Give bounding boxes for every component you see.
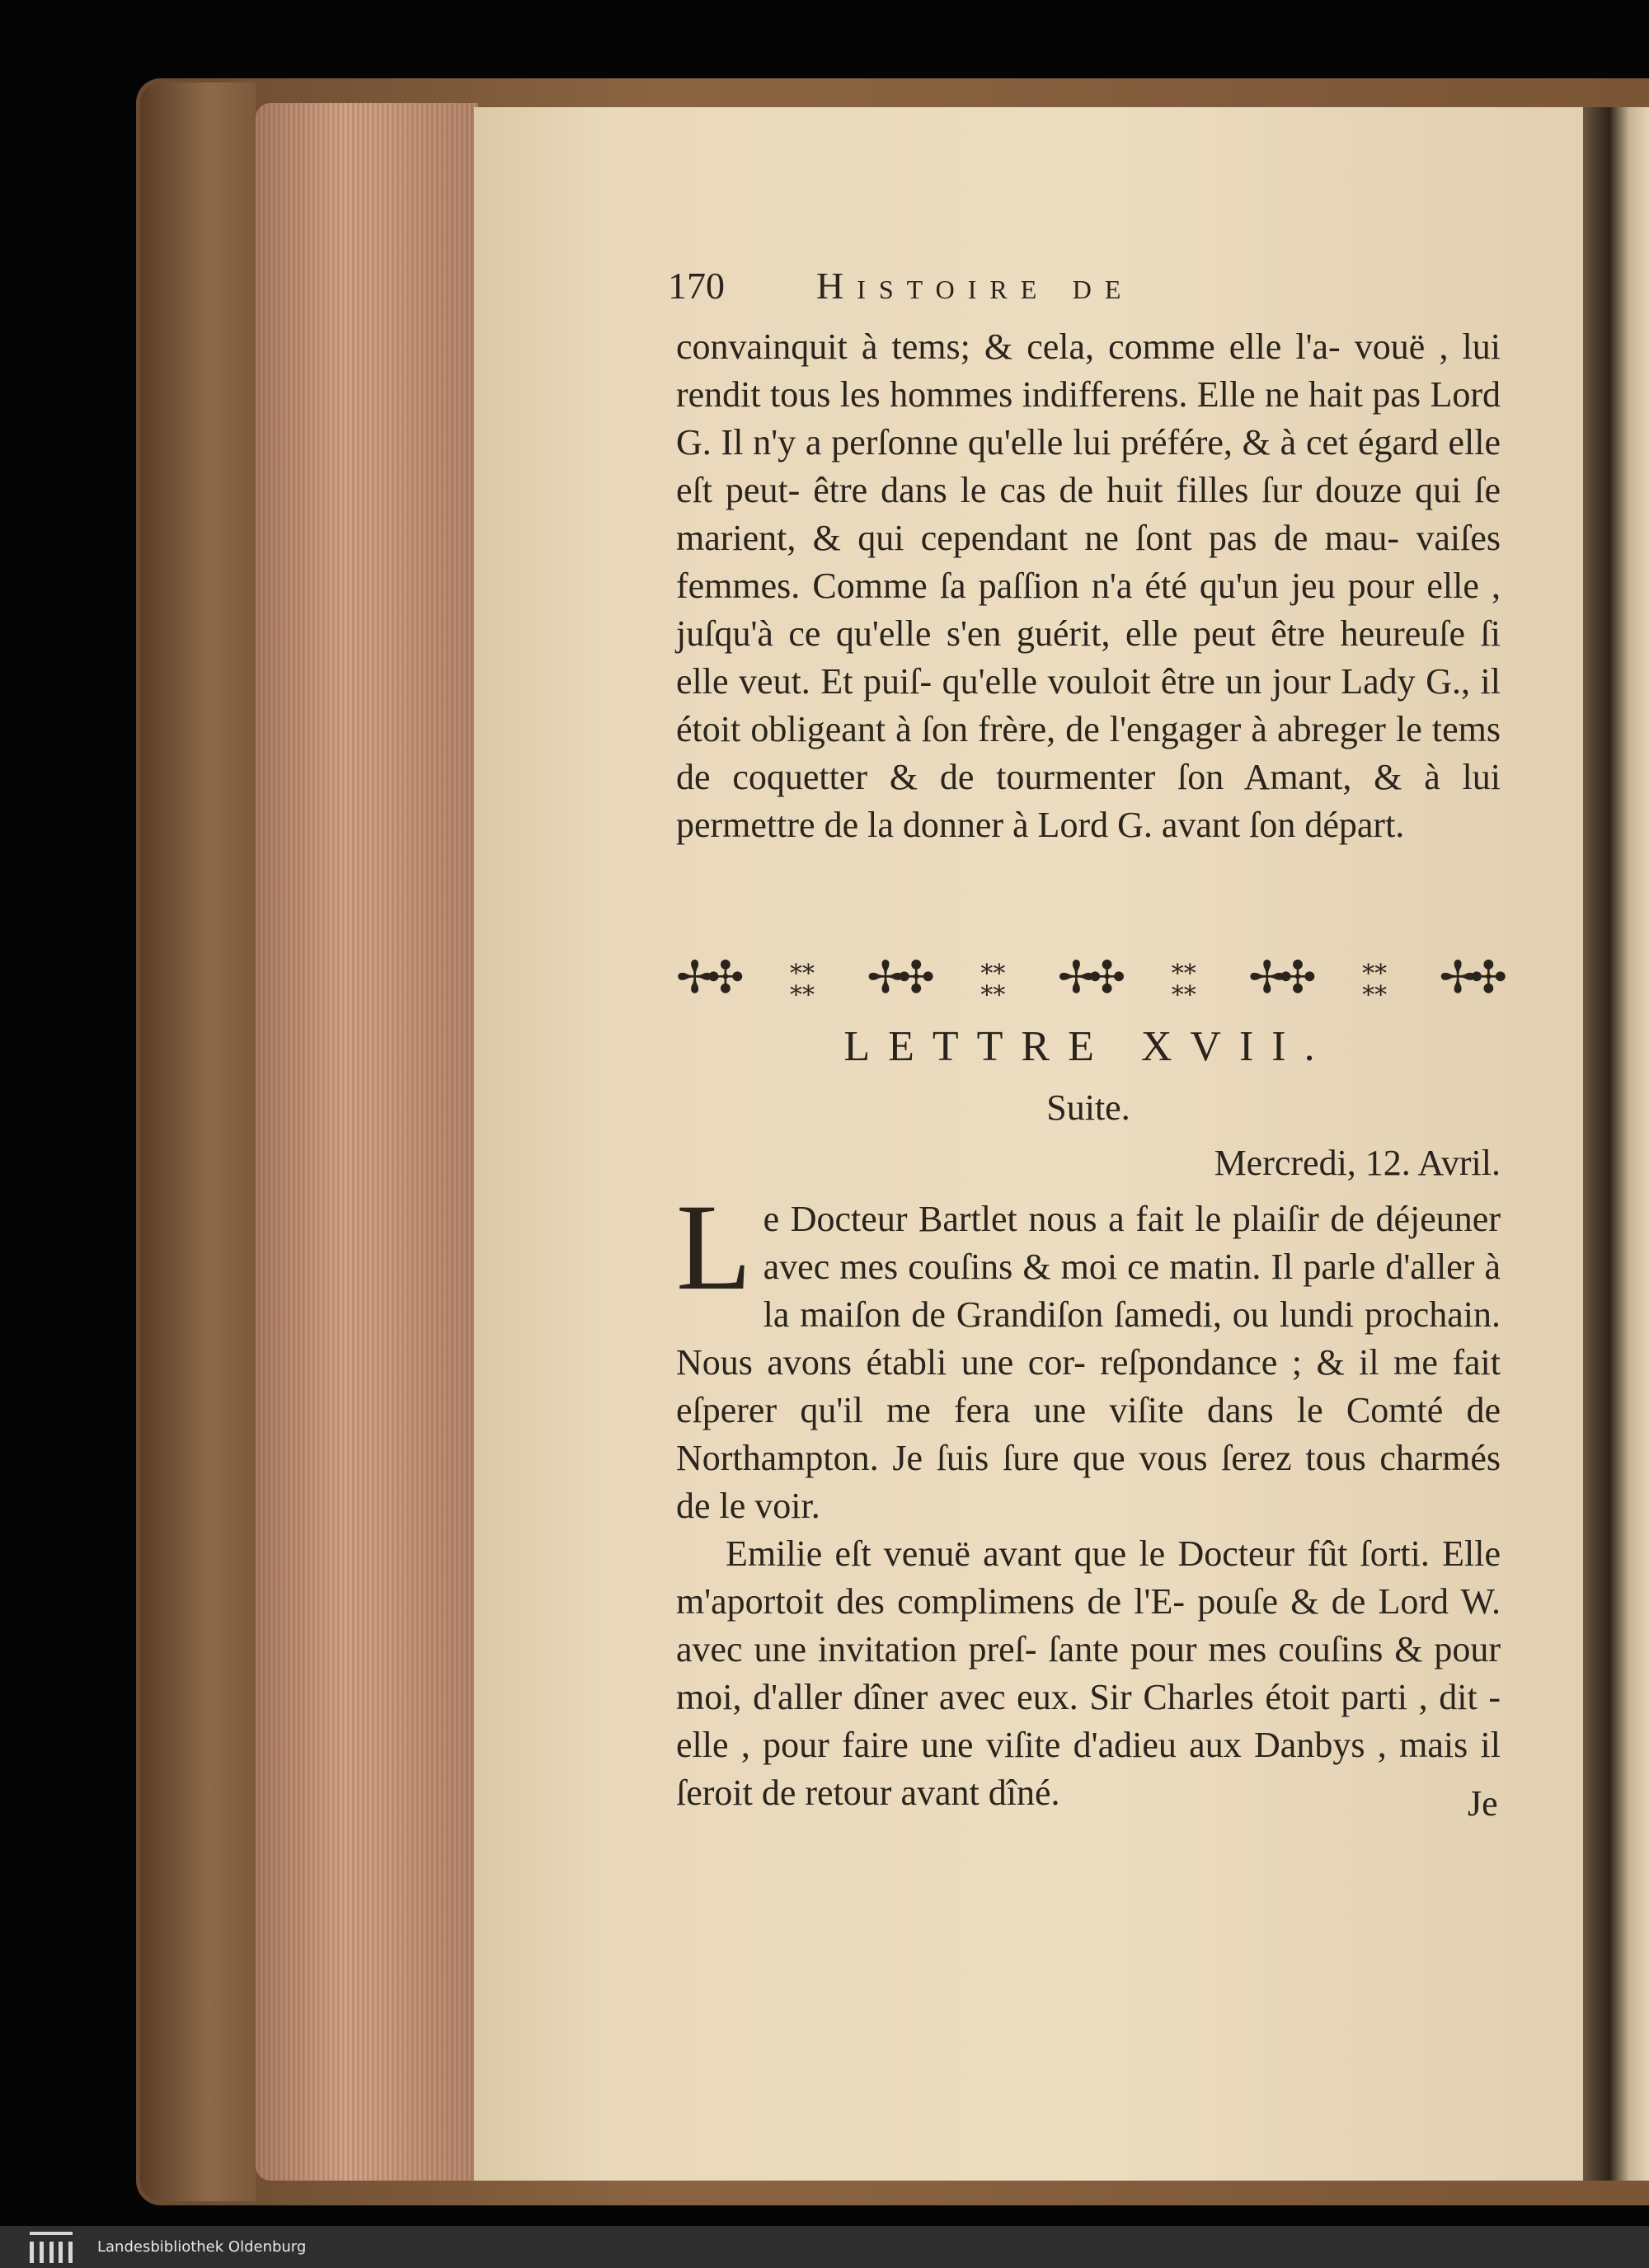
catchword: Je: [1468, 1783, 1498, 1824]
asterism-icon: ⁎⁎ ⁎⁎: [1171, 952, 1196, 1001]
page-number: 170: [668, 265, 725, 307]
paragraph-continued: convainquit à tems; & cela, comme elle l'a- vouë , lui rendit tous les hommes indifferens. Elle ne hait pas Lord G. Il n'y a perſonne qu'elle lui préfére, & à cet égard elle eſt peut- être dans le cas de huit filles ſur douze qui ſe marient, & qui cependant ne ſont pas de mau- vaiſes femmes. Comme ſa paſſion n'a été qu'un jeu pour elle , juſqu'à ce qu'elle s'en guérit, elle peut être heureuſe ſi elle veut. Et puiſ- qu'elle vouloit être un jour Lady G., il étoit obligeant à ſon frère, de l'engager à abreger le tems de coquetter & de tourmenter ſon Amant, & à lui permettre de la donner à Lord G. avant ſon départ.: [676, 326, 1501, 845]
fleuron-icon: ✢✣: [676, 952, 738, 1003]
page-edges: [256, 103, 478, 2181]
fleuron-icon: ✢✣: [867, 952, 928, 1003]
letter-subtitle: Suite.: [1046, 1087, 1130, 1128]
body-text-top: [676, 323, 1501, 849]
fleuron-icon: ✢✣: [1439, 952, 1501, 1003]
ornament-divider: [676, 948, 1501, 1006]
library-name: Landesbibliothek Oldenburg: [97, 2238, 307, 2256]
asterism-icon: ⁎⁎ ⁎⁎: [980, 952, 1006, 1001]
paragraph-1-text: e Docteur Bartlet nous a fait le plaiſir de déjeuner avec mes couſins & moi ce matin. Il parle d'aller à la maiſon de Grandiſon ſamedi, ou lundi prochain. Nous avons établi une cor- reſpondance ; & il me fait eſperer qu'il me fera une viſite dans le Comté de Northampton. Je ſuis ſure que vous ſerez tous charmés de le voir.: [676, 1199, 1501, 1526]
library-building-icon: [30, 2232, 73, 2263]
asterism-icon: ⁎⁎ ⁎⁎: [789, 952, 815, 1001]
letter-paragraph-2: Emilie eſt venuë avant que le Docteur fût ſorti. Elle m'aportoit des complimens de l'E- pouſe & de Lord W. avec une invitation preſ- ſante pour mes couſins & pour moi, d'aller dîner avec eux. Sir Charles étoit parti , dit - elle , pour faire une viſite d'adieu aux Danbys , mais il ſeroit de retour avant dîné.: [676, 1533, 1501, 1813]
letter-title: LETTRE XVII.: [843, 1023, 1333, 1070]
asterism-icon: ⁎⁎ ⁎⁎: [1362, 952, 1388, 1001]
book-spine-edge: [140, 82, 256, 2201]
footer-bar: [0, 2226, 1649, 2268]
fleuron-icon: ✢✣: [1057, 952, 1120, 1003]
body-text-letter: [676, 1179, 1501, 1817]
letter-paragraph-1: [676, 1179, 1501, 1530]
letter-dateline: [676, 1142, 1501, 1184]
running-head: Histoire de: [816, 265, 1135, 307]
page-header: [668, 264, 1492, 322]
fleuron-icon: ✢✣: [1248, 952, 1310, 1003]
facing-page-gutter: [1583, 107, 1649, 2181]
dateline-text: Mercredi, 12. Avril.: [1214, 1143, 1501, 1183]
drop-cap: L: [676, 1179, 752, 1316]
